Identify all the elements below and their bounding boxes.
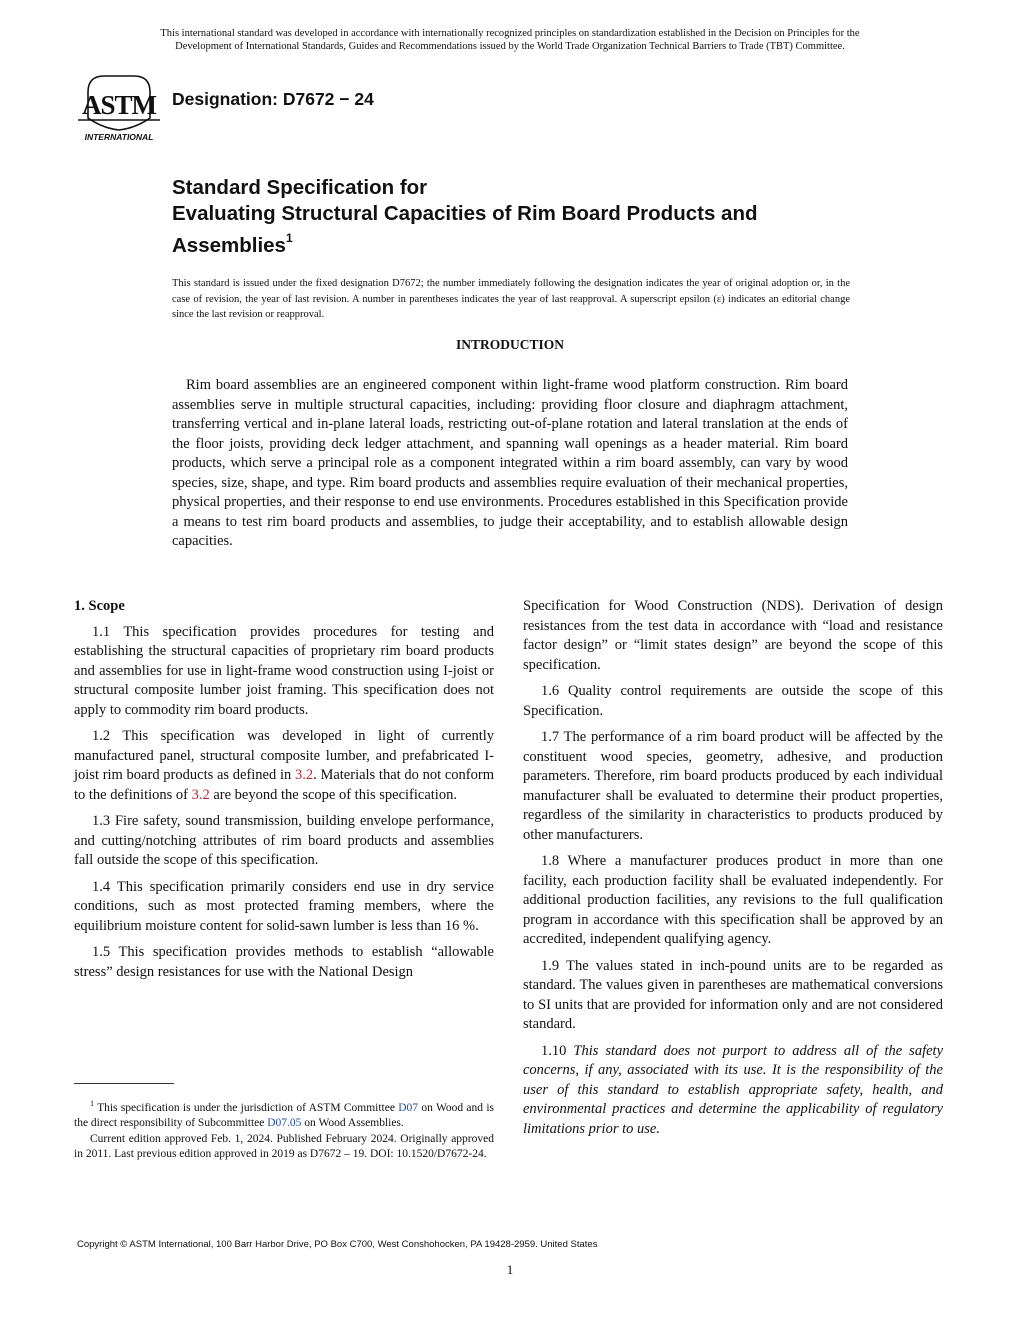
committee-d07-link[interactable]: D07 xyxy=(398,1101,419,1114)
paragraph-1-2 xyxy=(74,727,494,805)
footnotes xyxy=(74,1096,494,1163)
title-line-2: Evaluating Structural Capacities of Rim Board Products and xyxy=(172,202,758,225)
copyright-line: Copyright © ASTM International, 100 Barr Harbor Drive, PO Box C700, West Conshohocken, PA 19428-2959. United States xyxy=(77,1239,598,1250)
p1-10-text: This standard does not purport to address all of the safety concerns, if any, associated with its use. It is the responsibility of the user of this standard to establish appropriate safety, health, and environmental practices and determine the applicability of regulatory limitations prior to use. xyxy=(523,1042,944,1137)
astm-logo xyxy=(74,70,164,146)
subcommittee-d07-05-link[interactable]: D07.05 xyxy=(267,1117,302,1130)
introduction-body xyxy=(172,376,848,552)
footnote-text-b: on Wood and is the direct responsibility of Subcommittee xyxy=(74,1101,494,1130)
paragraph-1-8: 1.8 Where a manufacturer produces product in more than one facility, each production facility shall be evaluated independently. For additional production facilities, any revisions to the full qualification program in accordance with this specification shall be approved by an accredited, independent qualifying agency. xyxy=(523,853,943,947)
section-3-2-link-2[interactable]: 3.2 xyxy=(191,786,210,803)
scope-heading: 1. Scope xyxy=(74,598,125,614)
footnote-edition: Current edition approved Feb. 1, 2024. Published February 2024. Originally approved in 2011. Last previous edition approved in 2019 as D7672 – 19. DOI: 10.1520/D7672-24. xyxy=(74,1132,494,1161)
footnote-1 xyxy=(74,1096,494,1132)
footnote-text-a: This specification is under the jurisdiction of ASTM Committee xyxy=(94,1101,399,1114)
paragraph-1-6: 1.6 Quality control requirements are outside the scope of this Specification. xyxy=(523,683,943,719)
title-line-3-text: Assemblies xyxy=(172,233,286,257)
p1-2-text-c: are beyond the scope of this specification. xyxy=(209,786,457,803)
paragraph-1-5-start: 1.5 This specification provides methods to establish “allowable stress” design resistances for use with the National Design xyxy=(74,944,494,980)
paragraph-1-3: 1.3 Fire safety, sound transmission, building envelope performance, and cutting/notching attributes of rim board products and assemblies fall outside the scope of this specification. xyxy=(74,813,494,868)
paragraph-1-10 xyxy=(523,1042,943,1140)
paragraph-1-1: 1.1 This specification provides procedures for testing and establishing the structural capacities of proprietary rim board products and assemblies for use in light-frame wood construction using I-joist or structural composite lumber joist framing. This specification does not apply to commodity rim board products. xyxy=(74,623,494,718)
footnote-rule xyxy=(74,1083,174,1084)
section-3-2-link[interactable]: 3.2 xyxy=(294,767,314,783)
title-line-1: Standard Specification for xyxy=(172,176,428,199)
notice-line-2: Development of International Standards, Guides and Recommendations issued by the World Trade Organization Technical Barriers to Trade (TBT) Committee. xyxy=(175,41,845,52)
issuance-note: This standard is issued under the fixed designation D7672; the number immediately following the designation indicates the year of original adoption or, in the case of revision, the year of last revision. A number in parentheses indicates the year of last reapproval. A superscript epsilon (ε) indicates an editorial change since the last revision or reapproval. xyxy=(172,278,850,320)
title-line-3 xyxy=(172,227,872,259)
logo-international: INTERNATIONAL xyxy=(84,132,154,142)
footnote-text-c: on Wood Assemblies. xyxy=(301,1117,404,1130)
left-column xyxy=(74,597,494,989)
paragraph-1-9: 1.9 The values stated in inch-pound units are to be regarded as standard. The values given in parentheses are mathematical conversions to SI units that are provided for information only and are not considered standard. xyxy=(523,957,943,1032)
standards-notice xyxy=(60,27,960,53)
footnote-mark: 1 xyxy=(90,1099,94,1108)
p1-10-number: 1.10 xyxy=(541,1042,574,1059)
p1-2-text-b: . Materials that do not conform to the definitions of xyxy=(74,767,494,803)
introduction-heading: INTRODUCTION xyxy=(455,337,564,352)
logo-letters: ASTM xyxy=(81,90,157,120)
p1-2-text-a: 1.2 This specification was developed in light of currently manufactured panel, structural composite lumber, and prefabricated I-joist rim board products as defined in xyxy=(74,728,494,783)
notice-line-1: This international standard was developed in accordance with internationally recognized principles on standardization established in the Decision on Principles for the xyxy=(160,28,860,39)
paragraph-1-5-cont: Specification for Wood Construction (NDS). Derivation of design resistances from the test data in accordance with “load and resistance factor design” or “limit states design” are beyond the scope of this specification. xyxy=(523,598,943,673)
paragraph-1-4: 1.4 This specification primarily considers end use in dry service conditions, such as most protected framing members, where the equilibrium moisture content for solid-sawn lumber is less than 16 %. xyxy=(74,878,494,934)
designation: Designation: D7672 − 24 xyxy=(172,89,374,109)
paragraph-1-7: 1.7 The performance of a rim board product will be affected by the constituent wood species, geometry, adhesive, and production parameters. Therefore, rim board products produced by each individual manufacturer shall be evaluated to determine their product properties, regardless of the similarity in characteristics to products produced by other manufacturers. xyxy=(523,729,943,843)
title-footnote-mark: 1 xyxy=(285,231,293,245)
page-number: 1 xyxy=(506,1262,514,1277)
right-column xyxy=(523,597,943,1146)
document-title xyxy=(172,175,872,259)
introduction-paragraph: Rim board assemblies are an engineered component within light-frame wood platform construction. Rim board assemblies serve in multiple structural capacities, including: providing floor closure and diaphragm attachment, transferring vertical and in-plane lateral loads, restricting out-of-plane rotation and lateral translation at the ends of the floor joists, providing deck ledger attachment, and spanning wall openings as a header material. Rim board products, which serve a principal role as a component integrated within a rim board assembly, can vary by wood species, size, shape, and type. Rim board products and assemblies require evaluation of their mechanical properties, physical properties, and their response to end use environments. Procedures established in this Specification provide a means to test rim board products and assemblies, to judge their acceptability, and to establish allowable design capacities. xyxy=(172,377,848,549)
